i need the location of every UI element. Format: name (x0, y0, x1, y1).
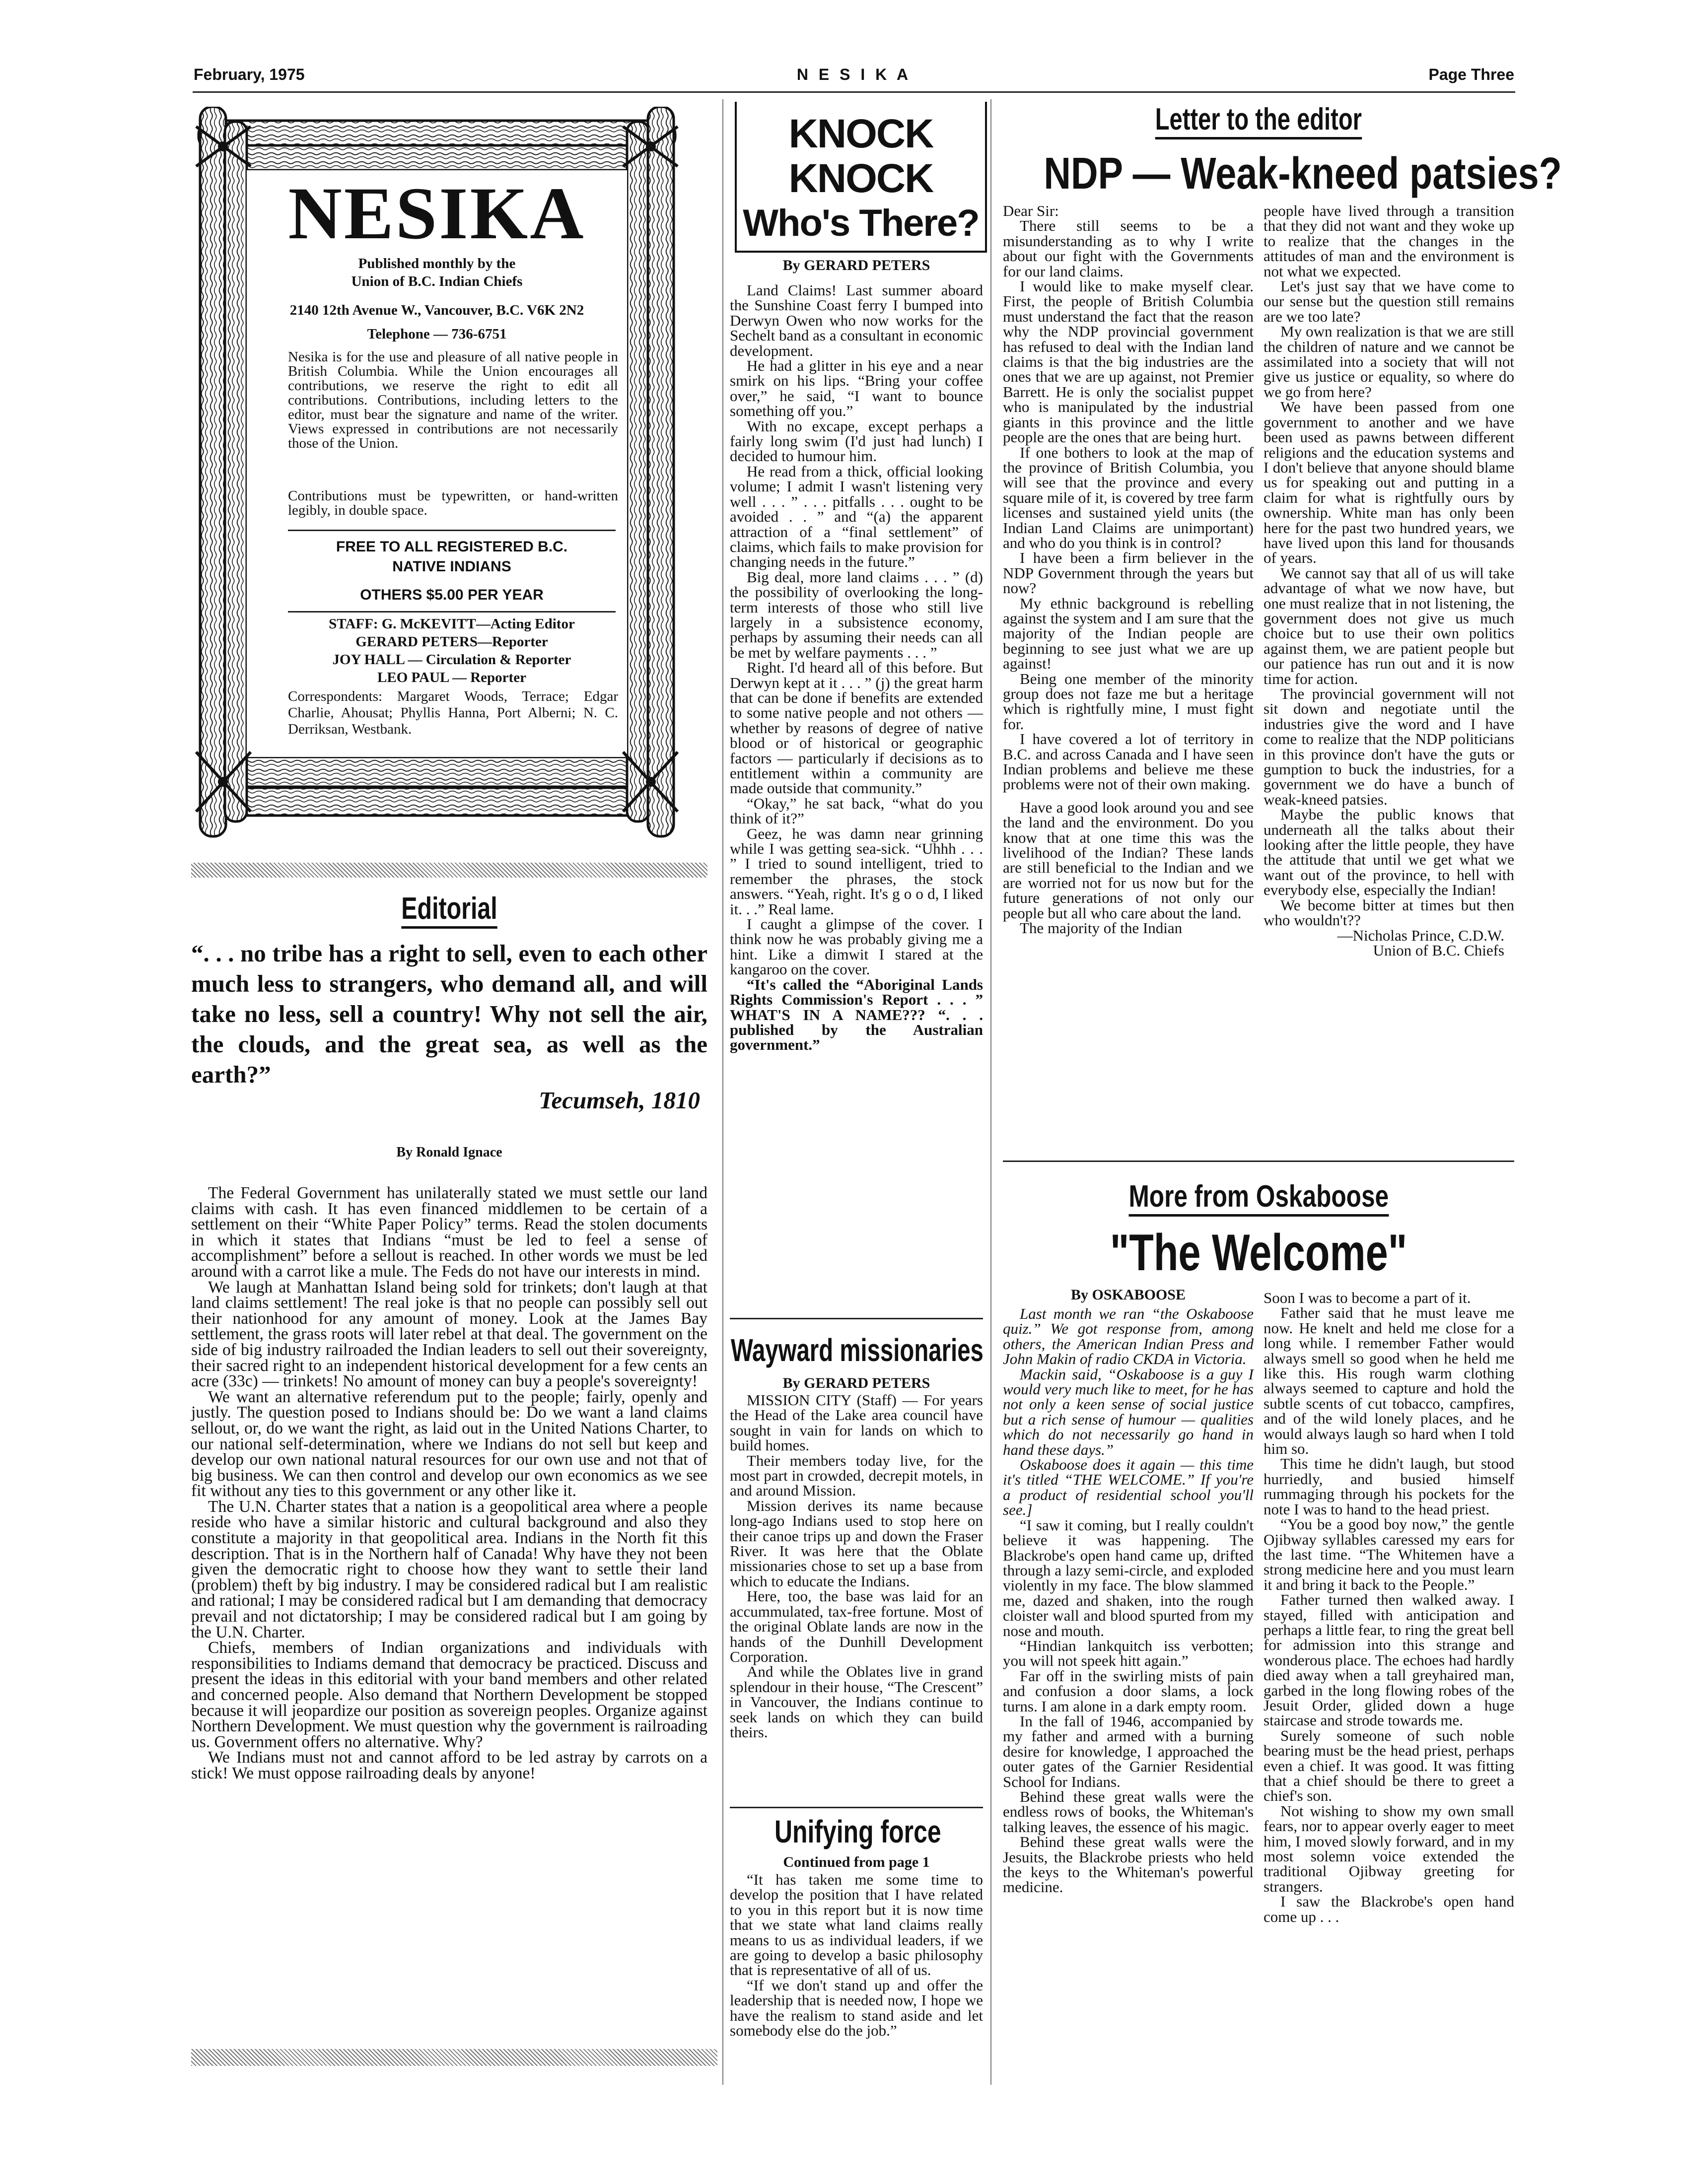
knock-paragraph: Right. I'd heard all of this before. But Derwyn kept at it . . . ” (j) the great harm that can be done if benefits are extended to some native people and not others — whether by reasons of degree of native blood or of historical or geographic factors — particularly if decisions as to entitlement within a community are made outside that community.” (730, 659, 983, 797)
knock-paragraph: I caught a glimpse of the cover. I think now he was probably giving me a hint. Like a dimwit I stared at the kangaroo on the cover. (730, 915, 983, 978)
masthead-contributions: Contributions must be typewritten, or hand-written legibly, in double space. (288, 488, 618, 518)
letter-paragraph: The provincial government will not sit down and negotiate until the industries give the word and I have come to realize that the NDP politicians in this province don't have the guts or gumption to buck the industries, for a government we do have a bunch of weak-kneed patsies. (1264, 685, 1514, 808)
knock-title-line3: Who's There? (743, 202, 979, 244)
masthead-title: NESIKA (288, 172, 586, 255)
letter-signature-name: —Nicholas Prince, C.D.W. (1337, 926, 1504, 944)
column-rule-2 (990, 99, 991, 2085)
paper-name: N E S I K A (796, 66, 912, 83)
header-rule (193, 91, 1515, 93)
knock-bottom-rule (730, 1318, 983, 1319)
column-rule-1 (722, 99, 723, 2085)
unifying-paragraph: “It has taken me some time to develop the position that I have related to you in this report but it is now time that we state what land claims really means to us as individual leaders, if we are going to develop a basic philosophy that is representative of all of us. (730, 1871, 983, 1979)
knock-title-box (735, 102, 987, 253)
wayward-headline: Wayward missionaries (731, 1332, 984, 1368)
wayward-paragraph: And while the Oblates live in grand splendour in their house, “The Crescent” in Vancouver, the Indians continue to seek lands on which they can build theirs. (730, 1663, 983, 1741)
editorial-paragraph: Chiefs, members of Indian organizations and individuals with responsibilities to Indiams demand that democracy be practiced. Discuss and present the ideas in this editorial with your band members and other related and concerned people. Also demand that Northern Development be stopped because it will jeopardize our position as sovereign peoples. Organize against Northern Development. We must question why the government is railroading us. Government offers no alternative. Why? (191, 1638, 707, 1751)
editorial-paragraph: We want an alternative referendum put to the people; fairly, openly and justly. The question posed to Indians should be: Do we want a land claims sellout, or, do we want the right, as laid out in the United Nations Charter, to our national self-determination, where we Indians do not sell but keep and develop our own national natural resources for our own use and not that of big business. We can then control and develop our own economics as we see fit without any ties to this government or any other like it. (191, 1387, 707, 1501)
letter-paragraph: We become bitter at times but then who wouldn't?? (1264, 896, 1514, 929)
oskaboose-paragraph: Behind these great walls were the Jesuits, the Blackrobe priests who held the keys to the Whiteman's powerful medicine. (1003, 1833, 1254, 1896)
oskaboose-intro: Last month we ran “the Oskaboose quiz.” We got response from, among others, the American Indian Press and John Makin of radio CKDA in Victoria. (1003, 1305, 1254, 1368)
staff-reporter-paul: LEO PAUL — Reporter (377, 670, 526, 685)
letter-paragraph: I have covered a lot of territory in B.C. and across Canada and I have seen Indian problems and believe me these problems were not of their own making. (1003, 730, 1254, 793)
staff-reporter-hall: JOY HALL — Circulation & Reporter (332, 652, 571, 668)
letter-salutation: Dear Sir: (1003, 202, 1059, 219)
letter-paragraph: Let's just say that we have come to our sense but the question still remains are we too late? (1264, 277, 1514, 325)
letter-paragraph: people have lived through a transition that they did not want and they woke up to realize that the changes in the attitudes of man and the environment is not what we expected. (1264, 202, 1514, 280)
letter-column-1 (1003, 204, 1254, 936)
wayward-byline: By GERARD PETERS (782, 1375, 930, 1391)
letter-signature-org: Union of B.C. Chiefs (1373, 941, 1504, 959)
wayward-paragraph: Mission derives its name because long-ago Indians used to stop here on their canoe trips up and down the Fraser River. It was here that the Oblate missionaries chose to set up a base from which to educate the Indians. (730, 1497, 983, 1590)
letter-paragraph: We cannot say that all of us will take advantage of what we now have, but one must realize that in not listening, the government does not give us much choice but to use their own politics against them, we are patient people but our patience has run out and it is now time for action. (1264, 564, 1514, 687)
subscription-free-line2: NATIVE INDIANS (392, 558, 511, 575)
editorial-body (191, 1185, 707, 1781)
wayward-bottom-rule (730, 1807, 983, 1808)
letter-paragraph: The majority of the Indian (1020, 919, 1183, 937)
letter-paragraph: My ethnic background is rebelling against the system and I am sure that the majority of the Indian people are beginning to see just what we are up against! (1003, 594, 1254, 673)
oskaboose-column-2 (1264, 1291, 1514, 1924)
masthead-published-line2: Union of B.C. Indian Chiefs (351, 273, 523, 289)
oskaboose-paragraph: “You be a good boy now,” the gentle Ojibway syllables caressed my ears for the last time. “The Whitemen have a strong medicine here and you must learn it and bring it back to the People.” (1264, 1515, 1514, 1593)
wayward-paragraph: Here, too, the base was laid for an accummulated, tax-free fortune. Most of the original Oblate lands are now in the hands of the Dunhill Development Corporation. (730, 1587, 983, 1665)
letter-headline: NDP — Weak-kneed patsies? (1044, 149, 1562, 199)
oskaboose-column-1 (1003, 1306, 1254, 1895)
letter-paragraph: Maybe the public knows that underneath all the talks about their looking after the little people, they have the attitude that until we get what we want out of the province, to hell with everybody else, especially the Indian! (1264, 806, 1514, 899)
oskaboose-paragraph: This time he didn't laugh, but stood hurriedly, and busied himself rummaging through his pockets for the note I was to hand to the head priest. (1264, 1455, 1514, 1518)
letter-paragraph: I would like to make myself clear. First, the people of British Columbia must understand the fact that the reason why the NDP provincial government has refused to deal with the Indian land claims is that the big industries are the ones that we are up against, not Premier Barrett. He is only the socialist puppet who is manipulated by the industrial giants in this province and the little people are the ones that are being hurt. (1003, 277, 1254, 446)
letter-paragraph: I have been a firm believer in the NDP Government through the years but now? (1003, 549, 1254, 597)
unifying-body (730, 1872, 983, 2038)
oskaboose-paragraph: Not wishing to show my own small fears, nor to appear overly eager to meet him, I moved slowly forward, and in my most solemn voice extended the traditional Ojibway greeting for strangers. (1264, 1802, 1514, 1895)
masthead-rule-2 (288, 611, 616, 613)
staff-reporter-peters: GERARD PETERS—Reporter (355, 634, 548, 650)
knock-paragraph: He read from a thick, official looking volume; I admit I wasn't listening very well . . . ” . . . pitfalls . . . ought to be avoided . . ” and “(a) the apparent attraction of a “final settlement” of claims, which fails to make provision for changing needs in the future.” (730, 462, 983, 571)
editorial-paragraph: We Indians must not and cannot afford to be led astray by carrots on a stick! We must oppose railroading deals by anyone! (191, 1748, 707, 1782)
issue-date: February, 1975 (194, 66, 305, 83)
oskaboose-paragraph: “I saw it coming, but I really couldn't believe it was happening. The Blackrobe's open hand came up, drifted through a lazy semi-circle, and exploded violently in my face. The blow slammed me, dazed and shaken, into the rough cloister wall and blood spurted from my nose and mouth. (1003, 1516, 1254, 1639)
masthead-telephone: Telephone — 736-6751 (367, 326, 507, 342)
letter-paragraph: There still seems to be a misunderstanding as to why I write about our fight with the Governments for our land claims. (1003, 217, 1254, 280)
editorial-heading: Editorial (191, 891, 707, 931)
masthead-rule-1 (288, 530, 616, 531)
editorial-paragraph: The U.N. Charter states that a nation is a geopolitical area where a people reside who have a similar historic and cultural background and also they constitute a majority in that geopolitical area. Indians in the North fit this description. That is in the Northern half of Canada! Why have they not been given the democratic right to choose how they want to settle their land (problem) theft by big industry. I may be considered radical but I am realistic and rational; I may be considered radical but I am demanding that democracy prevail and not dictatorship; I may be considered radical but I am going by the U.N. Charter. (191, 1497, 707, 1641)
oskaboose-byline: By OSKABOOSE (1071, 1287, 1186, 1303)
masthead-policy: Nesika is for the use and pleasure of all native people in British Columbia. While the Union encourages all contributions, we reserve the right to edit all contributions. Contributions, including letters to the editor, must bear the signature and name of the writer. Views expressed in contributions are not necessarily those of the Union. (288, 349, 618, 451)
masthead-published-line1: Published monthly by the (358, 256, 516, 272)
page-header (194, 66, 1514, 90)
oskaboose-intro: Mackin said, “Oskaboose is a guy I would very much like to meet, for he has not only a keen sense of social justice but a rich sense of humour — qualities which do not necessarily go hand in hand these days.” (1003, 1365, 1254, 1458)
letter-paragraph: If one bothers to look at the map of the province of British Columbia, you will see that the province and every square mile of it, is covered by tree farm licenses and sustained yield units (the Indian Land Claims are unimportant) and who do you think is in control? (1003, 443, 1254, 551)
oskaboose-paragraph: In the fall of 1946, accompanied by my father and armed with a burning desire for knowledge, I approached the outer gates of the Garnier Residential School for Indians. (1003, 1712, 1254, 1790)
masthead-address: 2140 12th Avenue W., Vancouver, B.C. V6K 2N2 (289, 302, 584, 318)
oskaboose-paragraph: Father said that he must leave me now. He knelt and held me close for a long while. I remember Father would always smell so good when he held me like this. His rough warm clothing always seemed to capture and hold the subtle scents of cut tobacco, campfires, and of the wild lonely places, and he would always laugh so hard when I told him so. (1264, 1304, 1514, 1458)
page-number: Page Three (1428, 66, 1514, 83)
knock-byline: By GERARD PETERS (782, 257, 930, 273)
editorial-quote: “. . . no tribe has a right to sell, even to each other much less to strangers, who demand all, and will take no less, sell a country! Why not sell the air, the clouds, and the great sea, as well as the earth?” (191, 940, 707, 1088)
wayward-paragraph: MISSION CITY (Staff) — For years the Head of the Lake area council have sought in vain for lands on which to build homes. (730, 1391, 983, 1454)
oskaboose-paragraph: Behind these great walls were the endless rows of books, the Whiteman's talking leaves, the essence of his magic. (1003, 1788, 1254, 1836)
wayward-body (730, 1393, 983, 1740)
editorial-paragraph: We laugh at Manhattan Island being sold for trinkets; don't laugh at that land claims settlement! The real joke is that no people can possibly sell out their nationhood for any amount of money. Look at the James Bay settlement, the grass roots will later rebel at that deal. The government on the side of big industry railroaded the Indian leaders to sell out their sovereignty, their sacred right to an independent historical development for a few cents an acre (33c) — trinkets! No amount of money can buy a people's sovereignty! (191, 1278, 707, 1391)
oskaboose-intro: Oskaboose does it again — this time it's titled “THE WELCOME.” If you're a product of residential school you'll see.] (1003, 1456, 1254, 1519)
editorial-byline: By Ronald Ignace (396, 1145, 502, 1160)
oskaboose-paragraph: Far off in the swirling mists of pain and confusion a door slams, a lock turns. I am alone in a dark empty room. (1003, 1667, 1254, 1715)
knock-title-line2: KNOCK (788, 156, 933, 201)
knock-paragraph: “Okay,” he sat back, “what do you think of it?” (730, 794, 983, 827)
wayward-paragraph: Their members today live, for the most part in crowded, decrepit motels, in and around Mission. (730, 1451, 983, 1500)
knock-paragraph: Big deal, more land claims . . . ” (d) the possibility of overlooking the long-term interests of those who still live largely in a subsistence economy, perhaps by assuming their needs can all be met by welfare payments . . . ” (730, 568, 983, 661)
unifying-continued: Continued from page 1 (783, 1854, 930, 1870)
oskaboose-kicker: More from Oskaboose (1003, 1179, 1514, 1219)
editorial-attribution: Tecumseh, 1810 (539, 1087, 700, 1114)
knock-paragraph: Land Claims! Last summer aboard the Sunshine Coast ferry I bumped into Derwyn Owen who now works for the Sechelt band as a consultant in economic development. (730, 281, 983, 359)
letter-paragraph: My own realization is that we are still the children of nature and we cannot be assimilated into a society that will not give us justice or equality, so where do we go from here? (1264, 323, 1514, 401)
knock-body (730, 283, 983, 1053)
subscription-others: OTHERS $5.00 PER YEAR (360, 587, 544, 603)
letter-paragraph: We have been passed from one government to another and we have been used as pawns between different religions and the education systems and I don't believe that anyone should blame us for speaking out and putting in a claim for what is rightfully ours by ownership. White man has only been here for the past two hundred years, we have lived upon this land for thousands of years. (1264, 398, 1514, 567)
unifying-paragraph: “If we don't stand up and offer the leadership that is needed now, I hope we have the realism to stand aside and let somebody else do the job.” (730, 1976, 983, 2040)
knock-paragraph: With no excape, except perhaps a fairly long swim (I'd just had lunch) I decided to humour him. (730, 417, 983, 465)
knock-paragraph: He had a glitter in his eye and a near smirk on his lips. “Bring your coffee over,” he said, “I want to bounce something off you.” (730, 357, 983, 420)
letter-bottom-rule (1003, 1160, 1514, 1162)
masthead-correspondents: Correspondents: Margaret Woods, Terrace; Edgar Charlie, Ahousat; Phyllis Hanna, Port Alberni; N. C. Derriksan, Westbank. (288, 688, 618, 737)
letter-paragraph: Have a good look around you and see the land and the environment. Do you know that at one time this was the livelihood of the Indian? These lands are still beneficial to the Indian and we are worried not for us now but for the future generations of not only our people but all who care about the land. (1003, 798, 1254, 922)
staff-editor: STAFF: G. McKEVITT—Acting Editor (329, 616, 575, 632)
masthead-box (191, 107, 683, 841)
knock-paragraph: “It's called the “Aboriginal Lands Rights Commission's Report . . . ” WHAT'S IN A NAME??? “. . . published by the Australian government.” (730, 975, 983, 1054)
oskaboose-paragraph: “Hindian lankquitch iss verbotten; you will not speek hitt again.” (1003, 1637, 1254, 1670)
subscription-free-line1: FREE TO ALL REGISTERED B.C. (336, 539, 568, 555)
knock-title-line1: KNOCK (788, 111, 933, 156)
oskaboose-headline: "The Welcome" (1110, 1224, 1407, 1282)
editorial-paragraph: The Federal Government has unilaterally stated we must settle our land claims with cash. It has even financed middlemen to be certain of a settlement on their “White Paper Policy” terms. Read the stolen documents in which it states that Indians “must be led to feel a sense of accomplishment” before a sellout is reached. In other words we must be led around with a carrot like a mule. The Feds do not have our interests in mind. (191, 1184, 707, 1281)
hatched-divider-bottom (191, 2049, 717, 2066)
unifying-headline: Unifying force (774, 1814, 941, 1849)
hatched-divider-top (191, 863, 707, 878)
oskaboose-paragraph: Soon I was to become a part of it. (1264, 1289, 1471, 1306)
letter-paragraph: Being one member of the minority group does not faze me but a heritage which is rightfully mine, I must fight for. (1003, 670, 1254, 733)
letter-column-2 (1264, 204, 1514, 958)
oskaboose-paragraph: Father turned then walked away. I stayed, filled with anticipation and perhaps a little fear, to ring the great bell for admission into this strange and wonderous place. The echoes had hardly died away when a tall greyhaired man, garbed in the long flowing robes of the Jesuit Order, glided down a huge staircase and strode towards me. (1264, 1591, 1514, 1729)
letter-kicker: Letter to the editor (1003, 102, 1514, 141)
oskaboose-paragraph: I saw the Blackrobe's open hand come up . . . (1264, 1893, 1514, 1925)
knock-paragraph: Geez, he was damn near grinning while I was getting sea-sick. “Uhhh . . . ” I tried to sound intelligent, tried to remember the phrases, the stock answers. “Yeah, right. It's g o o d, I liked it. . .” Real lame. (730, 824, 983, 918)
oskaboose-paragraph: Surely someone of such noble bearing must be the head priest, perhaps even a chief. It was good. It was fitting that a chief should be there to greet a chief's son. (1264, 1726, 1514, 1805)
